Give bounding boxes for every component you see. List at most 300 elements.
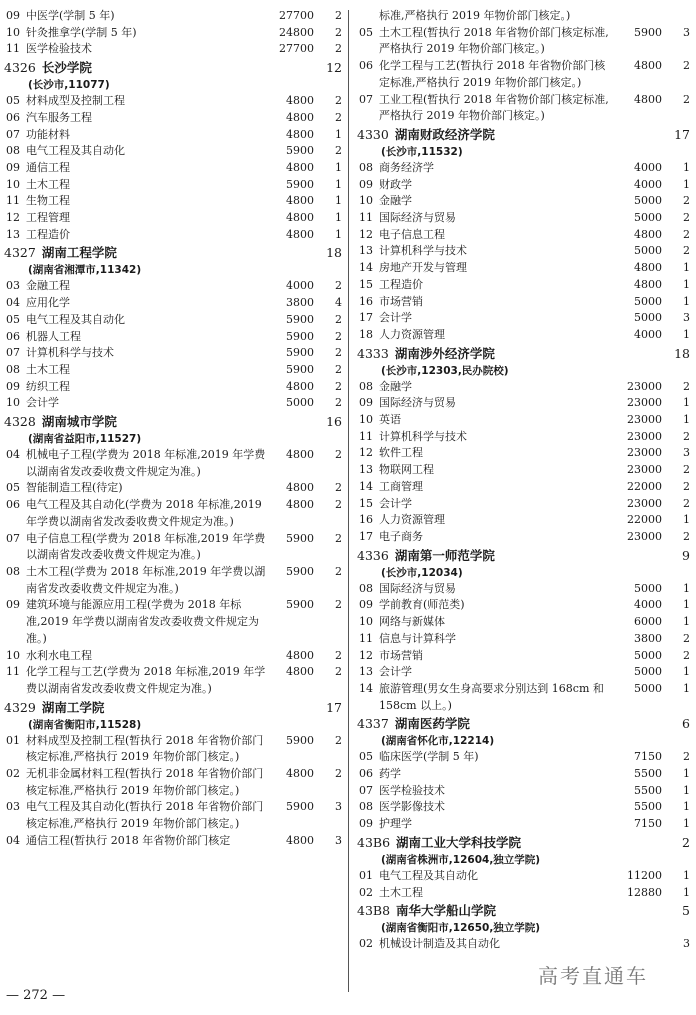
- school-name: 南华大学船山学院: [396, 903, 497, 919]
- major-code: 10: [6, 177, 20, 191]
- major-name: 会计学: [379, 665, 412, 679]
- major-row: [4, 41, 342, 58]
- school-code: 4336: [357, 547, 389, 563]
- school-location: (长沙市,11532): [381, 145, 463, 158]
- plan-count: 2: [335, 767, 342, 781]
- major-code: 17: [359, 529, 373, 543]
- plan-count: 1: [335, 127, 342, 141]
- tuition-fee: 4800: [634, 59, 662, 73]
- plan-count: 2: [335, 564, 342, 578]
- major-code: 10: [359, 413, 373, 427]
- plan-count: 2: [683, 429, 690, 443]
- major-row: [357, 379, 690, 396]
- plan-count: 2: [683, 194, 690, 208]
- plan-count: 1: [683, 581, 690, 595]
- plan-count: 1: [335, 177, 342, 191]
- tuition-fee: 5900: [286, 177, 314, 191]
- tuition-fee: 4000: [634, 177, 662, 191]
- major-row: [357, 412, 690, 429]
- plan-count: 1: [683, 327, 690, 341]
- tuition-fee: 23000: [627, 396, 662, 410]
- plan-count: 1: [683, 261, 690, 275]
- school-code: 4337: [357, 716, 389, 732]
- major-row: [357, 92, 690, 125]
- major-row: [4, 127, 342, 144]
- major-row: [4, 25, 342, 42]
- plan-count: 1: [683, 177, 690, 191]
- major-row: [357, 783, 690, 800]
- major-name: 医学影像技术: [379, 800, 445, 814]
- major-code: 07: [359, 92, 373, 106]
- plan-count: 2: [335, 448, 342, 462]
- school-total: 16: [326, 414, 342, 430]
- major-code: 02: [6, 767, 20, 781]
- major-row: [4, 329, 342, 346]
- plan-count: 3: [683, 937, 690, 951]
- major-name: 国际经济与贸易: [379, 396, 456, 410]
- school-total: 18: [674, 345, 690, 361]
- major-code: 05: [359, 25, 373, 39]
- tuition-fee: 4800: [634, 227, 662, 241]
- tuition-fee: 4800: [286, 767, 314, 781]
- major-name: 会计学: [26, 396, 59, 410]
- major-name: 土木工程: [26, 177, 70, 191]
- plan-count: 3: [683, 25, 690, 39]
- major-name: 人力资源管理: [379, 513, 445, 527]
- major-name: 土木工程: [379, 885, 423, 899]
- major-row: [357, 631, 690, 648]
- major-row: [357, 8, 690, 25]
- major-code: 07: [359, 783, 373, 797]
- tuition-fee: 5900: [286, 144, 314, 158]
- major-row: [4, 160, 342, 177]
- tuition-fee: 5000: [634, 648, 662, 662]
- tuition-fee: 4800: [286, 481, 314, 495]
- major-name: 旅游管理(男女生身高要求分别达到 168cm 和 158cm 以上。): [379, 681, 604, 712]
- major-row: [4, 480, 342, 497]
- major-code: 10: [6, 648, 20, 662]
- major-name: 电子信息工程(学费为 2018 年标准,2019 年学费以湖南省发改委收费文件规定为准。): [26, 531, 266, 562]
- major-name: 通信工程: [26, 160, 70, 174]
- major-code: 18: [359, 327, 373, 341]
- major-row: [357, 193, 690, 210]
- major-code: 07: [6, 127, 20, 141]
- major-code: 11: [6, 194, 20, 208]
- tuition-fee: 12880: [627, 885, 662, 899]
- plan-count: 1: [683, 783, 690, 797]
- school-code: 43B8: [357, 903, 391, 919]
- tuition-fee: 4800: [286, 448, 314, 462]
- school-name: 湖南涉外经济学院: [394, 345, 495, 361]
- major-name: 财政学: [379, 177, 412, 191]
- major-row: [357, 749, 690, 766]
- tuition-fee: 4000: [634, 327, 662, 341]
- major-name: 工程造价: [26, 227, 70, 241]
- major-code: 11: [6, 665, 20, 679]
- major-name: 工业工程(暂执行 2018 年省物价部门核定标准,严格执行 2019 年物价部门核定。): [379, 92, 609, 123]
- major-row: [357, 277, 690, 294]
- plan-count: 3: [683, 446, 690, 460]
- tuition-fee: 23000: [627, 429, 662, 443]
- plan-count: 1: [335, 227, 342, 241]
- school-code: 4330: [357, 126, 389, 142]
- major-row: [4, 564, 342, 597]
- major-row: [357, 766, 690, 783]
- major-code: 03: [6, 279, 20, 293]
- major-row: [4, 664, 342, 697]
- school-total: 17: [674, 126, 690, 142]
- major-code: 09: [359, 177, 373, 191]
- school-total: 5: [682, 903, 690, 919]
- plan-count: 2: [335, 648, 342, 662]
- major-code: 01: [6, 733, 20, 747]
- tuition-fee: 5000: [634, 294, 662, 308]
- school-code: 4329: [4, 699, 36, 715]
- major-code: 02: [359, 885, 373, 899]
- tuition-fee: 4000: [634, 598, 662, 612]
- tuition-fee: 7150: [634, 817, 662, 831]
- plan-count: 3: [683, 311, 690, 325]
- major-row: [4, 531, 342, 564]
- tuition-fee: 5500: [634, 800, 662, 814]
- tuition-fee: 11200: [627, 868, 662, 882]
- major-name: 建筑环境与能源应用工程(学费为 2018 年标准,2019 年学费以湖南省发改委收费文件规定为准。): [26, 598, 259, 645]
- tuition-fee: 4800: [286, 648, 314, 662]
- major-row: [357, 395, 690, 412]
- plan-count: 2: [335, 144, 342, 158]
- major-row: [357, 294, 690, 311]
- major-name: 机器人工程: [26, 329, 81, 343]
- major-code: 02: [359, 937, 373, 951]
- tuition-fee: 5900: [286, 531, 314, 545]
- major-code: 10: [6, 25, 20, 39]
- major-code: 12: [359, 227, 373, 241]
- school-header: [357, 126, 690, 144]
- plan-count: 1: [683, 665, 690, 679]
- major-code: 13: [359, 244, 373, 258]
- major-code: 09: [6, 598, 20, 612]
- major-name: 金融学: [379, 379, 412, 393]
- major-code: 08: [6, 144, 20, 158]
- tuition-fee: 4800: [634, 277, 662, 291]
- tuition-fee: 5000: [634, 194, 662, 208]
- major-code: 11: [359, 631, 373, 645]
- major-code: 12: [359, 648, 373, 662]
- plan-count: 1: [683, 598, 690, 612]
- major-name: 机械电子工程(学费为 2018 年标准,2019 年学费以湖南省发改委收费文件规定为准。): [26, 448, 266, 478]
- major-name: 软件工程: [379, 446, 423, 460]
- major-name: 金融工程: [26, 279, 70, 293]
- major-row: [4, 733, 342, 766]
- tuition-fee: 4800: [634, 261, 662, 275]
- major-row: [357, 868, 690, 885]
- plan-count: 1: [335, 194, 342, 208]
- school-location: (湖南省益阳市,11527): [28, 433, 142, 446]
- major-code: 05: [6, 94, 20, 108]
- major-code: 09: [6, 160, 20, 174]
- major-name: 电气工程及其自动化(暂执行 2018 年省物价部门核定标准,严格执行 2019 年物价部门核定。): [26, 800, 264, 831]
- major-name: 工程管理: [26, 211, 70, 225]
- major-row: [4, 362, 342, 379]
- tuition-fee: 4800: [634, 92, 662, 106]
- major-name: 市场营销: [379, 648, 423, 662]
- plan-count: 2: [335, 9, 342, 22]
- major-code: 01: [359, 868, 373, 882]
- major-code: 09: [359, 396, 373, 410]
- tuition-fee: 23000: [627, 379, 662, 393]
- major-code: 04: [6, 833, 20, 847]
- plan-count: 3: [335, 833, 342, 847]
- major-row: [357, 816, 690, 833]
- major-name: 电气工程及其自动化: [379, 868, 478, 882]
- tuition-fee: 3800: [634, 631, 662, 645]
- major-code: 06: [6, 498, 20, 512]
- tuition-fee: 5900: [286, 346, 314, 360]
- major-code: 16: [359, 513, 373, 527]
- major-name: 功能材料: [26, 127, 70, 141]
- tuition-fee: 4800: [286, 665, 314, 679]
- plan-count: 2: [335, 312, 342, 326]
- plan-count: 2: [335, 94, 342, 108]
- major-code: 08: [359, 379, 373, 393]
- tuition-fee: 4000: [634, 160, 662, 174]
- school-location: (湖南省怀化市,12214): [381, 735, 495, 748]
- major-code: 15: [359, 277, 373, 291]
- tuition-fee: 3800: [286, 296, 314, 310]
- major-name: 应用化学: [26, 296, 70, 310]
- major-name: 金融学: [379, 194, 412, 208]
- major-row: [4, 210, 342, 227]
- school-code: 43B6: [357, 834, 391, 850]
- major-code: 11: [6, 42, 20, 56]
- tuition-fee: 22000: [627, 513, 662, 527]
- major-name: 计算机科学与技术: [379, 244, 467, 258]
- major-row: [357, 885, 690, 902]
- major-code: 03: [6, 800, 20, 814]
- major-name: 机械设计制造及其自动化: [379, 937, 500, 951]
- major-code: 14: [359, 681, 373, 695]
- school-header: [357, 715, 690, 733]
- major-name: 市场营销: [379, 294, 423, 308]
- tuition-fee: 5500: [634, 767, 662, 781]
- major-code: 12: [6, 211, 20, 225]
- major-name: 学前教育(师范类): [379, 598, 465, 612]
- major-row: [357, 597, 690, 614]
- school-location: (湖南省湘潭市,11342): [28, 264, 142, 277]
- tuition-fee: 5000: [634, 211, 662, 225]
- major-name: 土木工程: [26, 362, 70, 376]
- plan-count: 2: [683, 496, 690, 510]
- major-code: 08: [359, 160, 373, 174]
- plan-count: 1: [683, 885, 690, 899]
- plan-count: 2: [335, 329, 342, 343]
- major-name: 会计学: [379, 311, 412, 325]
- plan-count: 2: [683, 479, 690, 493]
- major-code: 05: [359, 750, 373, 764]
- school-code: 4326: [4, 60, 36, 76]
- major-row: [357, 479, 690, 496]
- major-code: 13: [359, 463, 373, 477]
- major-code: 08: [359, 581, 373, 595]
- plan-count: 3: [335, 800, 342, 814]
- major-name: 药学: [379, 767, 401, 781]
- major-name: 医学检验技术: [379, 783, 445, 797]
- major-code: 07: [6, 531, 20, 545]
- school-header: [4, 59, 342, 77]
- major-name: 物联网工程: [379, 463, 434, 477]
- major-row: [4, 312, 342, 329]
- tuition-fee: 4000: [286, 279, 314, 293]
- major-row: [357, 496, 690, 513]
- school-location: (长沙市,12034): [381, 566, 463, 579]
- plan-count: 2: [335, 498, 342, 512]
- major-row: [357, 58, 690, 91]
- school-name: 湖南第一师范学院: [394, 547, 495, 563]
- tuition-fee: 5500: [634, 783, 662, 797]
- major-row: [357, 310, 690, 327]
- major-row: [357, 445, 690, 462]
- plan-count: 2: [335, 42, 342, 56]
- plan-count: 4: [335, 296, 342, 310]
- school-name: 湖南工业大学科技学院: [396, 834, 522, 850]
- major-code: 11: [359, 211, 373, 225]
- tuition-fee: 22000: [627, 479, 662, 493]
- major-row: [4, 497, 342, 530]
- major-name: 计算机科学与技术: [379, 429, 467, 443]
- school-total: 2: [682, 834, 690, 850]
- tuition-fee: 4800: [286, 211, 314, 225]
- plan-count: 2: [683, 631, 690, 645]
- major-row: [357, 799, 690, 816]
- tuition-fee: 4800: [286, 160, 314, 174]
- major-name: 房地产开发与管理: [379, 261, 467, 275]
- tuition-fee: 5900: [286, 564, 314, 578]
- major-name: 国际经济与贸易: [379, 211, 456, 225]
- school-location: (长沙市,12303,民办院校): [381, 364, 509, 377]
- major-row: [4, 447, 342, 480]
- major-name: 汽车服务工程: [26, 110, 92, 124]
- major-name: 无机非金属材料工程(暂执行 2018 年省物价部门核定标准,严格执行 2019 年物价部门核定。): [26, 767, 264, 797]
- major-row: [357, 160, 690, 177]
- tuition-fee: 5900: [286, 733, 314, 747]
- major-name: 工程造价: [379, 277, 423, 291]
- major-row: [4, 110, 342, 127]
- major-code: 09: [359, 817, 373, 831]
- tuition-fee: 5000: [634, 244, 662, 258]
- major-code: 15: [359, 496, 373, 510]
- major-code: 11: [359, 429, 373, 443]
- tuition-fee: 6000: [634, 615, 662, 629]
- tuition-fee: 4800: [286, 379, 314, 393]
- major-name: 人力资源管理: [379, 327, 445, 341]
- tuition-fee: 5900: [286, 598, 314, 612]
- school-name: 湖南医药学院: [394, 716, 470, 732]
- major-name: 电子商务: [379, 529, 423, 543]
- plan-count: 1: [683, 681, 690, 695]
- school-total: 12: [326, 60, 342, 76]
- school-header: [4, 244, 342, 262]
- tuition-fee: 4800: [286, 127, 314, 141]
- major-name: 电气工程及其自动化(学费为 2018 年标准,2019 年学费以湖南省发改委收费文件规定为准。): [26, 498, 262, 528]
- major-name: 水利水电工程: [26, 648, 92, 662]
- major-row: [357, 664, 690, 681]
- major-row: [4, 379, 342, 396]
- plan-count: 2: [683, 379, 690, 393]
- major-name: 英语: [379, 413, 401, 427]
- major-name: 标准,严格执行 2019 年物价部门核定。): [379, 9, 571, 22]
- major-code: 10: [359, 615, 373, 629]
- school-name: 湖南城市学院: [41, 414, 117, 430]
- plan-count: 2: [683, 211, 690, 225]
- major-name: 通信工程(暂执行 2018 年省物价部门核定: [26, 833, 231, 847]
- tuition-fee: 5000: [634, 681, 662, 695]
- school-code: 4327: [4, 245, 36, 261]
- tuition-fee: 5000: [634, 581, 662, 595]
- major-code: 09: [6, 379, 20, 393]
- school-name: 湖南财政经济学院: [394, 126, 495, 142]
- plan-count: 1: [335, 160, 342, 174]
- major-row: [4, 395, 342, 412]
- major-name: 工商管理: [379, 479, 423, 493]
- plan-count: 1: [683, 767, 690, 781]
- major-code: 05: [6, 481, 20, 495]
- tuition-fee: 4800: [286, 110, 314, 124]
- major-name: 土木工程(学费为 2018 年标准,2019 年学费以湖南省发改委收费文件规定为准。): [26, 564, 266, 595]
- school-header: [357, 902, 690, 920]
- tuition-fee: 5900: [286, 800, 314, 814]
- major-row: [357, 177, 690, 194]
- plan-count: 1: [683, 294, 690, 308]
- school-total: 17: [326, 699, 342, 715]
- major-name: 商务经济学: [379, 160, 434, 174]
- major-row: [357, 327, 690, 344]
- major-row: [4, 345, 342, 362]
- plan-count: 1: [683, 513, 690, 527]
- major-row: [357, 936, 690, 953]
- major-row: [4, 597, 342, 647]
- plan-count: 2: [335, 362, 342, 376]
- major-name: 电气工程及其自动化: [26, 144, 125, 158]
- major-name: 计算机科学与技术: [26, 346, 114, 360]
- plan-count: 2: [683, 92, 690, 106]
- school-location: (湖南省衡阳市,12650,独立学院): [381, 922, 541, 935]
- major-name: 针灸推拿学(学制 5 年): [26, 25, 137, 39]
- school-code: 4333: [357, 345, 389, 361]
- school-header: [4, 413, 342, 431]
- school-name: 湖南工学院: [41, 699, 105, 715]
- tuition-fee: 5000: [634, 311, 662, 325]
- tuition-fee: 5900: [286, 329, 314, 343]
- tuition-fee: 23000: [627, 413, 662, 427]
- major-row: [4, 295, 342, 312]
- major-name: 临床医学(学制 5 年): [379, 750, 479, 764]
- major-code: 10: [359, 194, 373, 208]
- major-name: 生物工程: [26, 194, 70, 208]
- major-code: 04: [6, 296, 20, 310]
- major-row: [357, 614, 690, 631]
- plan-count: 2: [335, 279, 342, 293]
- tuition-fee: 23000: [627, 529, 662, 543]
- major-code: 08: [6, 362, 20, 376]
- tuition-fee: 5900: [286, 312, 314, 326]
- major-name: 网络与新媒体: [379, 615, 445, 629]
- major-row: [357, 529, 690, 546]
- major-row: [357, 581, 690, 598]
- major-code: 09: [6, 9, 20, 22]
- tuition-fee: 5900: [634, 25, 662, 39]
- plan-count: 2: [335, 531, 342, 545]
- right-column: [357, 8, 690, 953]
